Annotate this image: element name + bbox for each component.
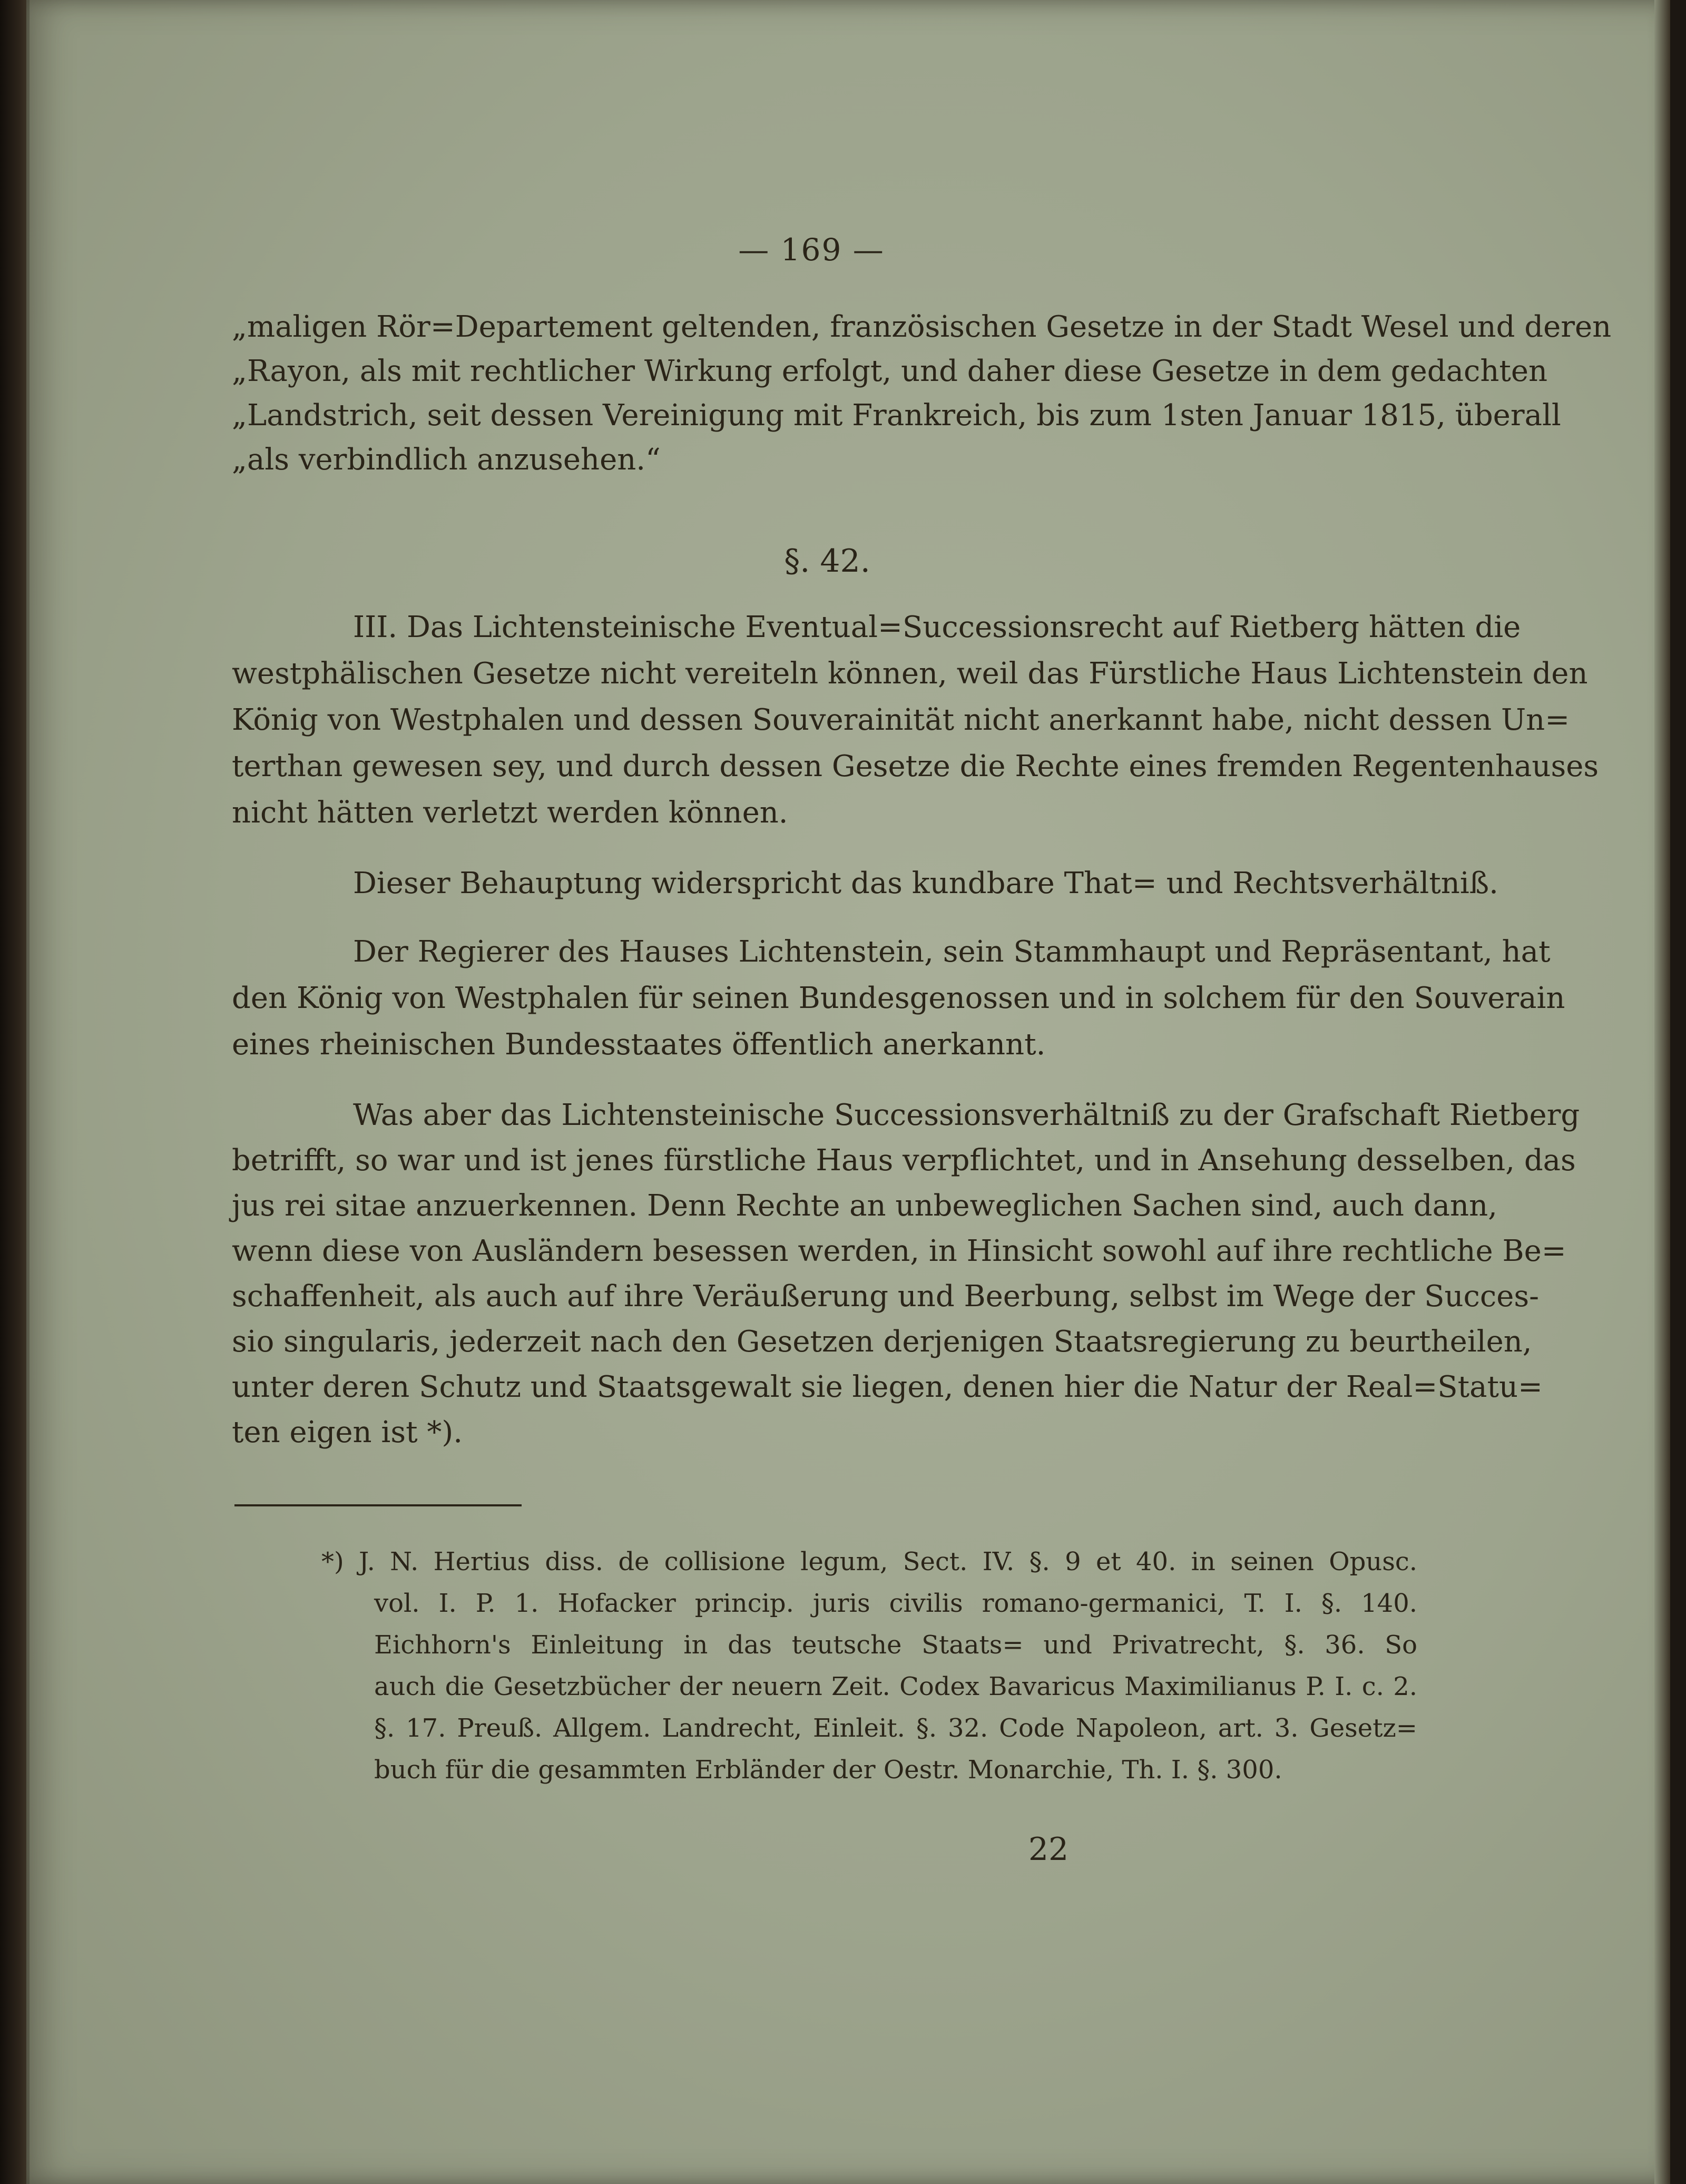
text-line: nicht hätten verletzt werden können. bbox=[232, 796, 788, 830]
signature-mark: 22 bbox=[1028, 1831, 1069, 1868]
text-line: betrifft, so war und ist jenes fürstliche Haus verpflichtet, und in Ansehung desselben, das bbox=[232, 1143, 1576, 1178]
footnote-line: auch die Gesetzbücher der neuern Zeit. Codex Bavaricus Maximilianus P. I. c. 2. bbox=[374, 1672, 1417, 1701]
text-line: den König von Westphalen für seinen Bundesgenossen und in solchem für den Souverain bbox=[232, 981, 1565, 1015]
footnote-line: Eichhorn's Einleitung in das teutsche Staats= und Privatrecht, §. 36. So bbox=[374, 1630, 1417, 1660]
footnote-line: §. 17. Preuß. Allgem. Landrecht, Einleit. §. 32. Code Napoleon, art. 3. Gesetz= bbox=[374, 1713, 1417, 1743]
footnote-line: vol. I. P. 1. Hofacker princip. juris civilis romano-germanici, T. I. §. 140. bbox=[374, 1589, 1417, 1618]
text-line: wenn diese von Ausländern besessen werden, in Hinsicht sowohl auf ihre rechtliche Be= bbox=[232, 1234, 1566, 1268]
page-number-header: — 169 — bbox=[738, 232, 885, 268]
text-line: eines rheinischen Bundesstaates öffentlich anerkannt. bbox=[232, 1027, 1046, 1062]
text-line: Der Regierer des Hauses Lichtenstein, sein Stammhaupt und Repräsentant, hat bbox=[353, 935, 1551, 969]
text-line: Dieser Behauptung widerspricht das kundbare That= und Rechtsverhältniß. bbox=[353, 866, 1498, 900]
text-line: ten eigen ist *). bbox=[232, 1415, 463, 1450]
text-line: jus rei sitae anzuerkennen. Denn Rechte an unbeweglichen Sachen sind, auch dann, bbox=[232, 1189, 1497, 1223]
page-edge-right bbox=[1654, 0, 1670, 2184]
text-line: III. Das Lichtensteinische Eventual=Successionsrecht auf Rietberg hätten die bbox=[353, 610, 1521, 644]
text-line: „Landstrich, seit dessen Vereinigung mit Frankreich, bis zum 1sten Januar 1815, überall bbox=[232, 398, 1561, 433]
footnote-line: buch für die gesammten Erbländer der Oestr. Monarchie, Th. I. §. 300. bbox=[374, 1755, 1282, 1785]
text-line: „maligen Rör=Departement geltenden, französischen Gesetze in der Stadt Wesel und deren bbox=[232, 310, 1612, 344]
text-line: unter deren Schutz und Staatsgewalt sie liegen, denen hier die Natur der Real=Statu= bbox=[232, 1370, 1543, 1404]
section-heading: §. 42. bbox=[784, 543, 870, 580]
text-line: König von Westphalen und dessen Souverainität nicht anerkannt habe, nicht dessen Un= bbox=[232, 703, 1570, 737]
text-line: Was aber das Lichtensteinische Successionsverhältniß zu der Grafschaft Rietberg bbox=[353, 1098, 1580, 1132]
footnote-rule bbox=[234, 1504, 522, 1506]
gutter-fold bbox=[26, 0, 30, 2184]
text-line: westphälischen Gesetze nicht vereiteln können, weil das Fürstliche Haus Lichtenstein den bbox=[232, 657, 1588, 691]
text-line: schaffenheit, als auch auf ihre Veräußerung und Beerbung, selbst im Wege der Succes- bbox=[232, 1279, 1540, 1314]
text-line: sio singularis, jederzeit nach den Gesetzen derjenigen Staatsregierung zu beurtheilen, bbox=[232, 1325, 1532, 1359]
text-line: „als verbindlich anzusehen.“ bbox=[232, 443, 661, 477]
text-line: „Rayon, als mit rechtlicher Wirkung erfolgt, und daher diese Gesetze in dem gedachten bbox=[232, 354, 1548, 388]
footnote-line: *) J. N. Hertius diss. de collisione legum, Sect. IV. §. 9 et 40. in seinen Opusc. bbox=[321, 1547, 1417, 1576]
text-line: terthan gewesen sey, und durch dessen Gesetze die Rechte eines fremden Regentenhauses bbox=[232, 749, 1599, 784]
